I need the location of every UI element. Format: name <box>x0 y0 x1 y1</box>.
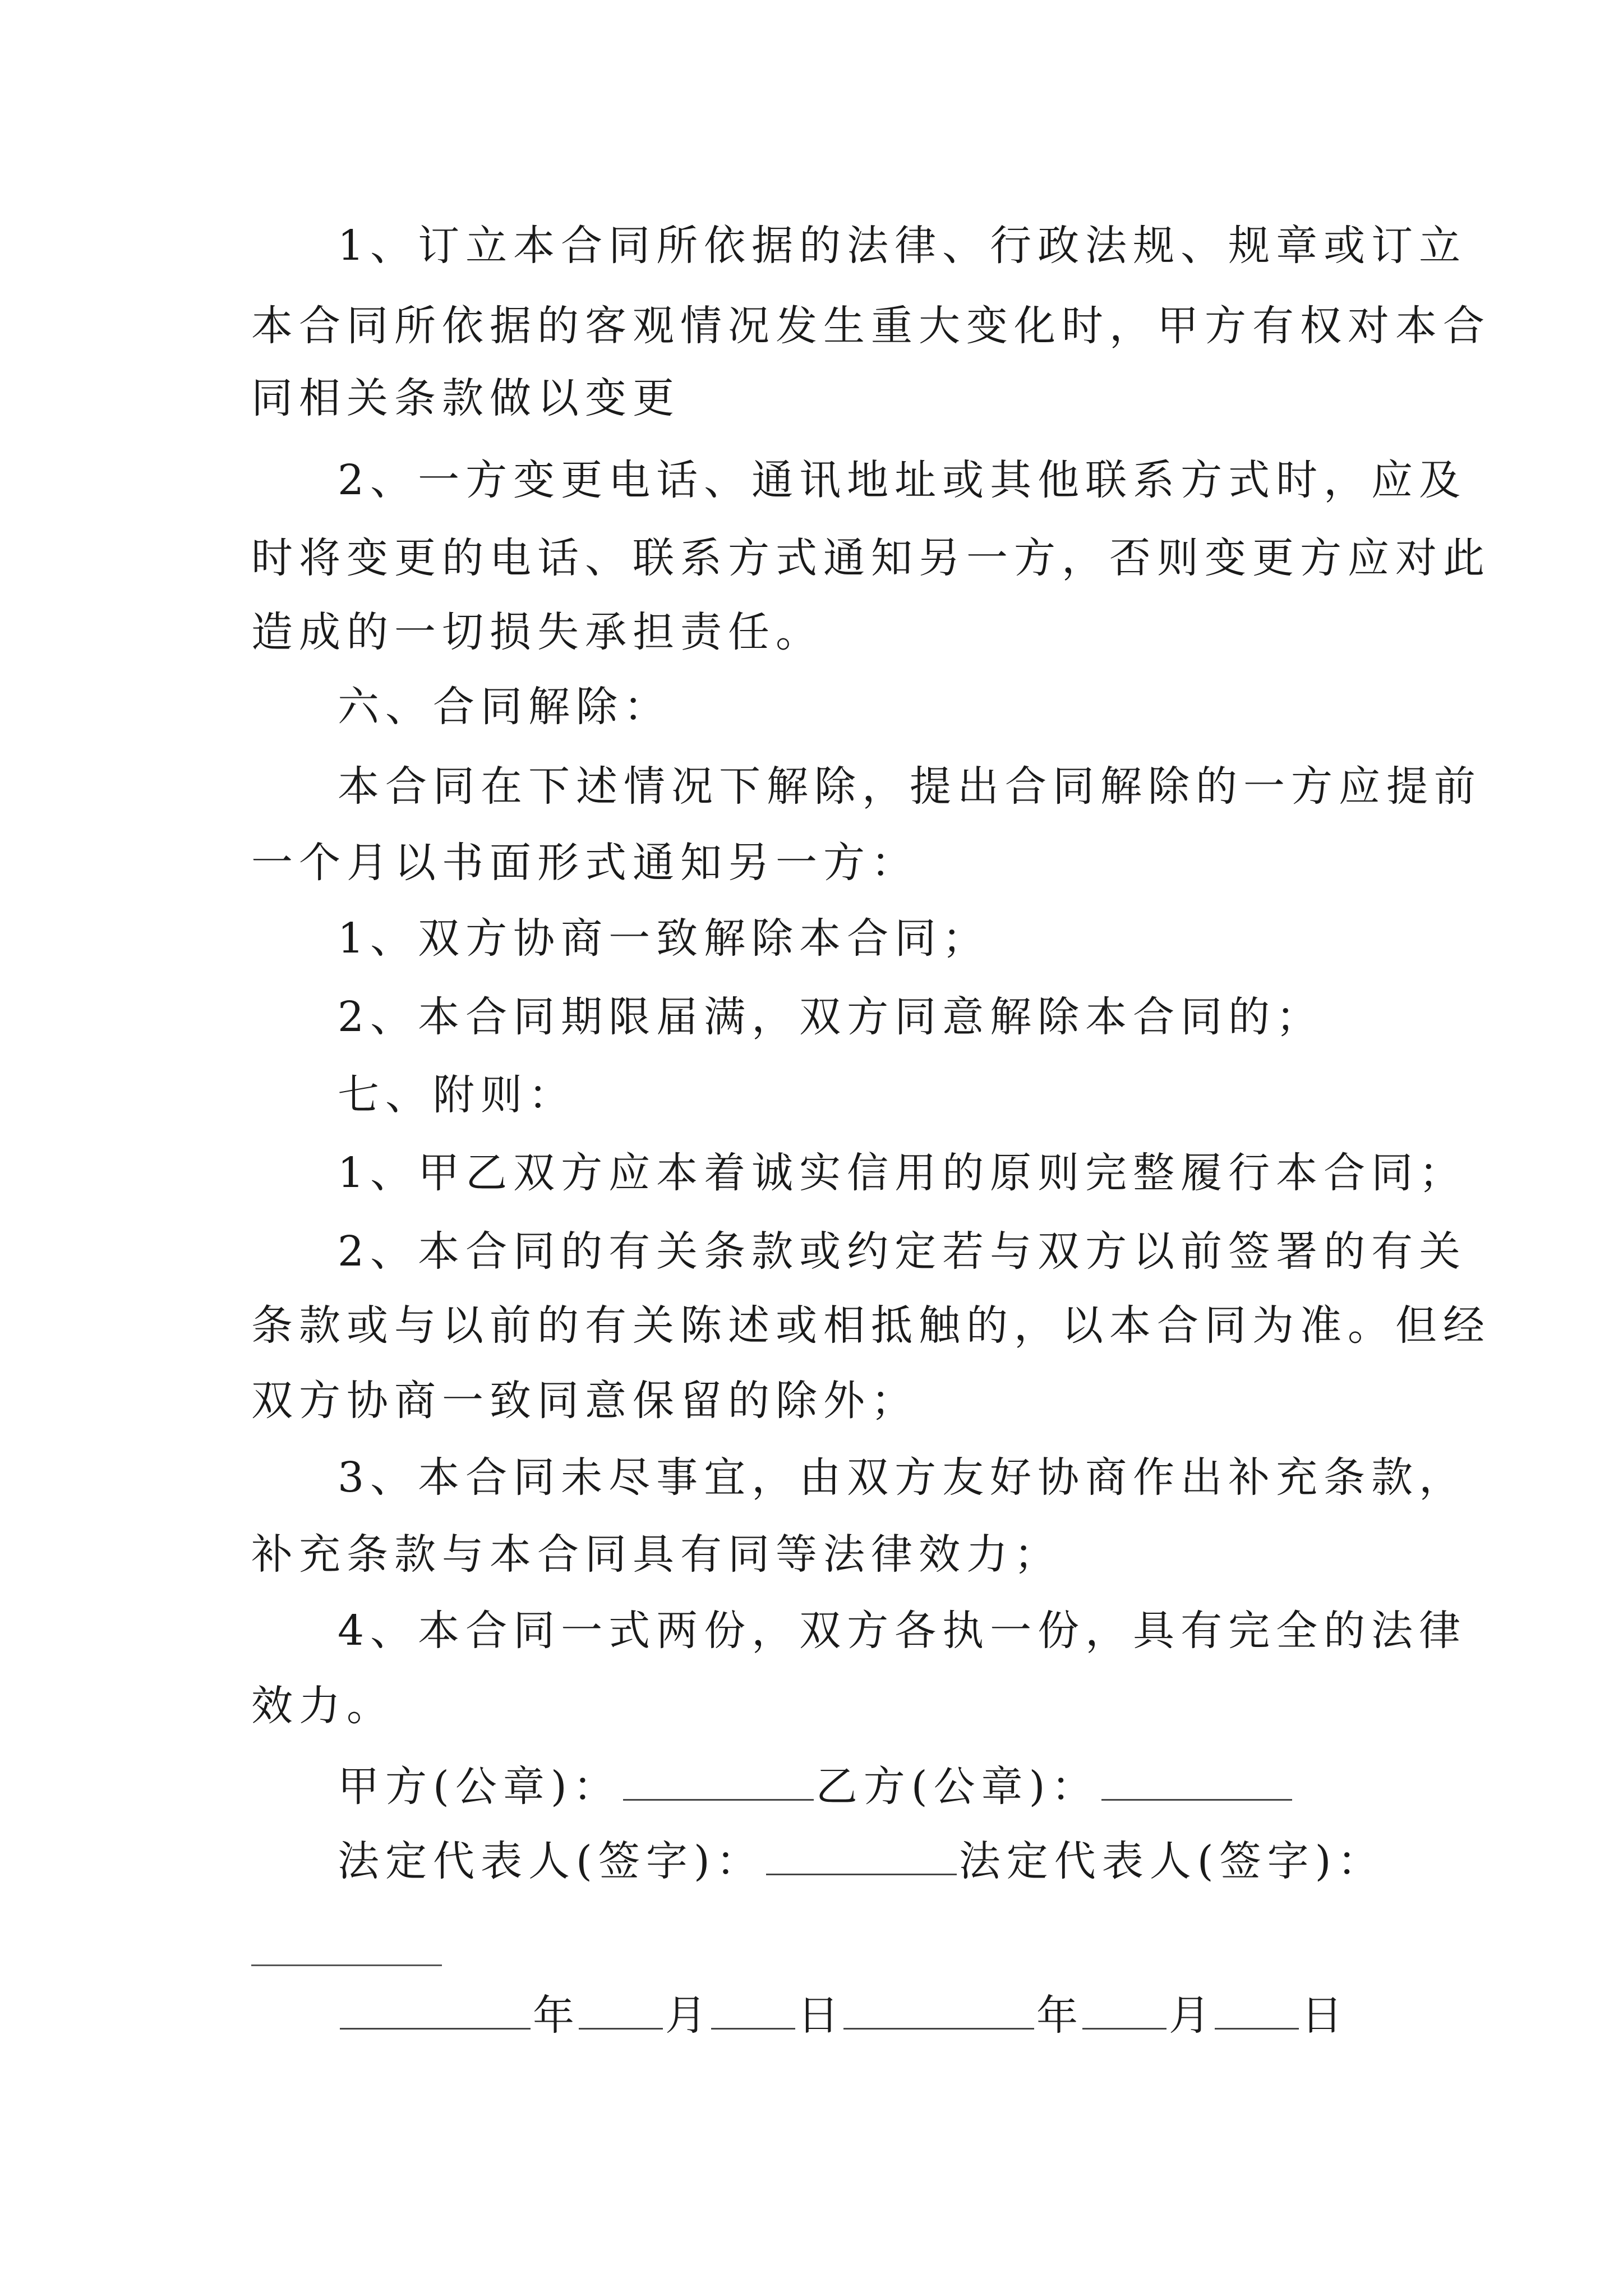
year-b-blank[interactable] <box>843 1989 1034 2030</box>
party-a-seal-label: 甲方(公章)： <box>338 1763 621 1811</box>
party-b-seal-blank[interactable] <box>1101 1760 1292 1801</box>
rep-a-label: 法定代表人(签字)： <box>338 1837 764 1885</box>
paragraph-line: 2、本合同期限届满，双方同意解除本合同的； <box>338 993 1324 1041</box>
paragraph-line: 效力。 <box>251 1682 394 1730</box>
party-a-seal-blank[interactable] <box>623 1760 814 1801</box>
year-a-blank[interactable] <box>340 1989 531 2030</box>
paragraph-line: 条款或与以前的有关陈述或相抵触的，以本合同为准。但经 <box>251 1301 1491 1350</box>
paragraph-line: 4、本合同一式两份，双方各执一份，具有完全的法律 <box>338 1607 1467 1655</box>
month-a-blank[interactable] <box>579 1989 663 2030</box>
month-a-label: 月 <box>665 1991 709 2040</box>
paragraph-line: 一个月以书面形式通知另一方： <box>251 839 919 887</box>
paragraph-line: 1、甲乙双方应本着诚实信用的原则完整履行本合同； <box>338 1149 1467 1197</box>
paragraph-line: 1、订立本合同所依据的法律、行政法规、规章或订立 <box>338 222 1467 270</box>
rep-a-blank[interactable] <box>766 1834 957 1875</box>
month-b-label: 月 <box>1169 1991 1212 2040</box>
paragraph-line: 本合同所依据的客观情况发生重大变化时，甲方有权对本合 <box>251 302 1491 350</box>
section-heading: 七、附则： <box>338 1071 576 1119</box>
paragraph-line: 时将变更的电话、联系方式通知另一方，否则变更方应对此 <box>251 534 1491 582</box>
section-heading: 六、合同解除： <box>338 683 671 731</box>
party-b-seal-label: 乙方(公章)： <box>815 1763 1099 1811</box>
year-b-label: 年 <box>1036 1991 1080 2040</box>
paragraph-line: 1、双方协商一致解除本合同； <box>338 914 990 963</box>
day-a-label: 日 <box>797 1991 841 2040</box>
seal-line <box>338 1753 1294 1820</box>
paragraph-line: 同相关条款做以变更 <box>251 374 680 422</box>
paragraph-line: 造成的一切损失承担责任。 <box>251 608 823 656</box>
paragraph-line: 2、一方变更电话、通讯地址或其他联系方式时，应及 <box>338 456 1467 504</box>
paragraph-line: 2、本合同的有关条款或约定若与双方以前签署的有关 <box>338 1227 1467 1276</box>
representative-line <box>338 1828 1385 1895</box>
month-b-blank[interactable] <box>1082 1989 1166 2030</box>
paragraph-line: 本合同在下述情况下解除，提出合同解除的一方应提前 <box>338 762 1482 811</box>
paragraph-line: 补充条款与本合同具有同等法律效力； <box>251 1530 1062 1579</box>
day-a-blank[interactable] <box>711 1989 795 2030</box>
year-a-label: 年 <box>533 1991 577 2040</box>
paragraph-line: 3、本合同未尽事宜，由双方友好协商作出补充条款， <box>338 1453 1467 1502</box>
paragraph-line: 双方协商一致同意保留的除外； <box>251 1377 919 1425</box>
rep-b-label: 法定代表人(签字)： <box>958 1837 1385 1885</box>
day-b-blank[interactable] <box>1215 1989 1299 2030</box>
date-line <box>338 1982 1345 2049</box>
day-b-label: 日 <box>1301 1991 1345 2040</box>
rep-b-blank[interactable] <box>251 1964 442 1966</box>
